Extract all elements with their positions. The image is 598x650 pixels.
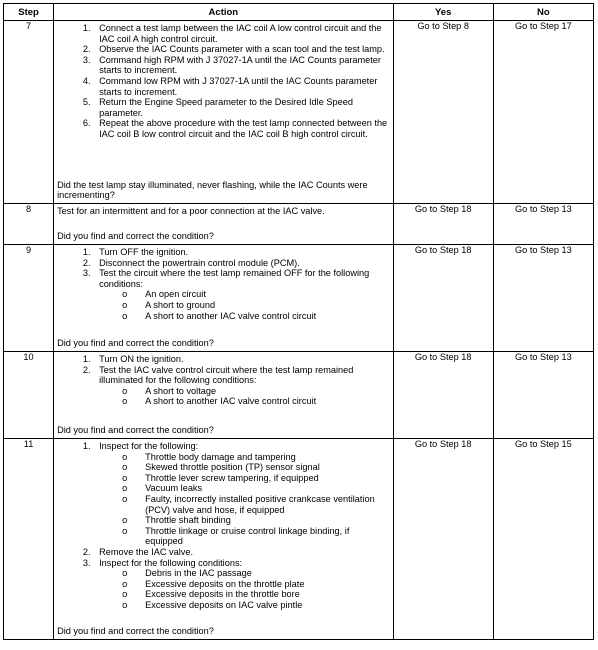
action-cell [54, 439, 393, 640]
condition-list [99, 386, 389, 407]
action-list [57, 441, 389, 611]
action-instructions [57, 441, 389, 611]
action-item [93, 118, 389, 139]
action-item [93, 365, 389, 407]
action-cell [54, 204, 393, 245]
diagnostic-steps-table [3, 3, 594, 640]
yes-result: Go to Step 18 [393, 352, 493, 439]
table-row [4, 352, 594, 439]
action-item-text: Test the IAC valve control circuit where the test lamp remained illuminated for the following conditions: [99, 364, 354, 386]
action-question: Did you find and correct the condition? [57, 626, 214, 637]
step-number: 7 [4, 21, 54, 204]
action-item [93, 247, 389, 258]
action-instructions [57, 23, 389, 140]
step-number: 9 [4, 245, 54, 352]
action-item [93, 44, 389, 55]
action-instructions [57, 354, 389, 407]
condition-item: o Throttle lever screw tampering, if equipped [145, 473, 389, 484]
header-yes: Yes [393, 4, 493, 21]
action-cell [54, 352, 393, 439]
action-item [93, 441, 389, 547]
action-question: Did you find and correct the condition? [57, 425, 214, 436]
action-question: Did you find and correct the condition? [57, 231, 214, 242]
action-question: Did you find and correct the condition? [57, 338, 214, 349]
action-item-text: Turn ON the ignition. [99, 354, 184, 364]
action-list [57, 354, 389, 407]
action-item-text: Command high RPM with J 37027-1A until the IAC Counts parameter starts to increment. [99, 54, 381, 76]
header-row [4, 4, 594, 21]
action-item-text: Command low RPM with J 37027-1A until the IAC Counts parameter starts to increment. [99, 75, 378, 97]
action-instructions [57, 206, 389, 217]
action-content [54, 245, 392, 351]
yes-result: Go to Step 18 [393, 439, 493, 640]
condition-list [99, 289, 389, 321]
condition-list [99, 452, 389, 547]
condition-item: o Faulty, incorrectly installed positive crankcase ventilation (PCV) valve and hose, if equipped [145, 494, 389, 515]
condition-item: o An open circuit [145, 289, 389, 300]
condition-item: o Throttle linkage or cruise control linkage binding, if equipped [145, 526, 389, 547]
no-result: Go to Step 13 [493, 352, 593, 439]
action-content [54, 352, 392, 438]
step-number: 10 [4, 352, 54, 439]
yes-result: Go to Step 8 [393, 21, 493, 204]
action-item [93, 76, 389, 97]
action-list [57, 247, 389, 321]
action-item [93, 354, 389, 365]
no-result: Go to Step 13 [493, 245, 593, 352]
condition-item: o Excessive deposits in the throttle bore [145, 589, 389, 600]
no-result: Go to Step 17 [493, 21, 593, 204]
action-list [57, 23, 389, 140]
condition-item: o Throttle body damage and tampering [145, 452, 389, 463]
action-item-text: Connect a test lamp between the IAC coil A low control circuit and the IAC coil A high control circuit. [99, 23, 382, 44]
action-cell [54, 21, 393, 204]
yes-result: Go to Step 18 [393, 204, 493, 245]
no-result: Go to Step 15 [493, 439, 593, 640]
condition-item: o A short to another IAC valve control circuit [145, 311, 389, 322]
action-question: Did the test lamp stay illuminated, never flashing, while the IAC Counts were incrementing? [57, 179, 368, 201]
action-item-text: Observe the IAC Counts parameter with a scan tool and the test lamp. [99, 44, 385, 55]
action-content [54, 439, 392, 639]
action-item-text: Return the Engine Speed parameter to the Desired Idle Speed parameter. [99, 97, 353, 118]
action-content [54, 21, 392, 203]
action-item-text: Repeat the above procedure with the test lamp connected between the IAC coil B low control circuit and the IAC coil B high control circuit. [99, 118, 388, 139]
condition-item: o Skewed throttle position (TP) sensor signal [145, 462, 389, 473]
action-item [93, 258, 389, 269]
action-item-text: Inspect for the following conditions: [99, 557, 243, 568]
header-step: Step [4, 4, 54, 21]
condition-list [99, 568, 389, 610]
action-item-text: Remove the IAC valve. [99, 546, 194, 557]
action-item [93, 547, 389, 558]
header-action: Action [54, 4, 393, 21]
table-row [4, 21, 594, 204]
header-no: No [493, 4, 593, 21]
action-item [93, 558, 389, 611]
step-number: 11 [4, 439, 54, 640]
action-cell [54, 245, 393, 352]
action-item [93, 23, 389, 44]
condition-item: o Vacuum leaks [145, 483, 389, 494]
action-item-text: Test the circuit where the test lamp remained OFF for the following conditions: [99, 268, 370, 289]
action-instructions [57, 247, 389, 321]
table-row [4, 204, 594, 245]
condition-item: o A short to another IAC valve control circuit [145, 396, 389, 407]
action-item [93, 97, 389, 118]
action-item-text: Turn OFF the ignition. [99, 247, 189, 257]
condition-item: o A short to voltage [145, 386, 389, 397]
action-item-text: Inspect for the following: [99, 441, 199, 451]
no-result: Go to Step 13 [493, 204, 593, 245]
table-row [4, 439, 594, 640]
condition-item: o Excessive deposits on the throttle plate [145, 579, 389, 590]
condition-item: o Throttle shaft binding [145, 515, 389, 526]
step-number: 8 [4, 204, 54, 245]
action-item-text: Disconnect the powertrain control module (PCM). [99, 257, 300, 268]
action-intro: Test for an intermittent and for a poor connection at the IAC valve. [57, 206, 325, 216]
table-row [4, 245, 594, 352]
yes-result: Go to Step 18 [393, 245, 493, 352]
action-content [54, 204, 392, 244]
condition-item: o A short to ground [145, 300, 389, 311]
action-item [93, 55, 389, 76]
condition-item: o Excessive deposits on IAC valve pintle [145, 600, 389, 611]
condition-item: o Debris in the IAC passage [145, 568, 389, 579]
action-item [93, 268, 389, 321]
